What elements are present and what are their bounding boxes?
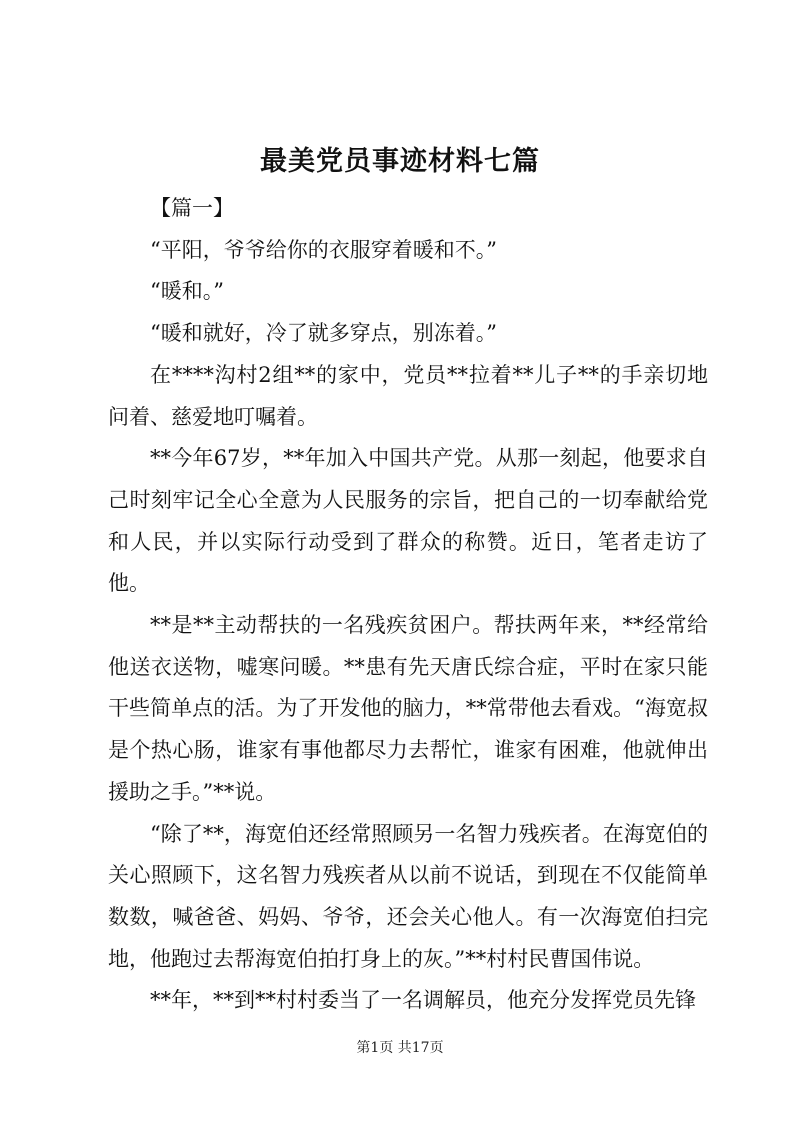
document-body	[108, 188, 708, 1022]
paragraph: “除了**，海宽伯还经常照顾另一名智力残疾者。在海宽伯的关心照顾下，这名智力残疾者从以前不说话，到现在不仅能简单数数，喊爸爸、妈妈、爷爷，还会关心他人。有一次海宽伯扫完地，他跑过去帮海宽伯拍打身上的灰。”**村村民曹国伟说。	[108, 821, 708, 971]
paragraph: **年，**到**村村委当了一名调解员，他充分发挥党员先锋	[150, 988, 696, 1013]
paragraph: **是**主动帮扶的一名残疾贫困户。帮扶两年来，**经常给他送衣送物，嘘寒问暖。**患有先天唐氏综合症，平时在家只能干些简单点的活。为了开发他的脑力，**常带他去看戏。“海宽叔是个热心肠，谁家有事他都尽力去帮忙，谁家有困难，他就伸出援助之手。”**说。	[108, 613, 708, 804]
section-heading: 【篇一】	[150, 196, 234, 220]
paragraph: “暖和。”	[150, 279, 224, 304]
paragraph: **今年67岁，**年加入中国共产党。从那一刻起，他要求自己时刻牢记全心全意为人民服务的宗旨，把自己的一切奉献给党和人民，并以实际行动受到了群众的称赞。近日，笔者走访了他。	[108, 446, 708, 596]
page-number-footer: 第1页 共17页	[356, 1040, 444, 1056]
paragraph: “平阳，爷爷给你的衣服穿着暖和不。”	[150, 237, 497, 262]
paragraph: 在****沟村2组**的家中，党员**拉着**儿子**的手亲切地问着、慈爱地叮嘱着。	[108, 362, 708, 429]
paragraph: “暖和就好，冷了就多穿点，别冻着。”	[150, 321, 497, 346]
page-title: 最美党员事迹材料七篇	[260, 146, 540, 177]
